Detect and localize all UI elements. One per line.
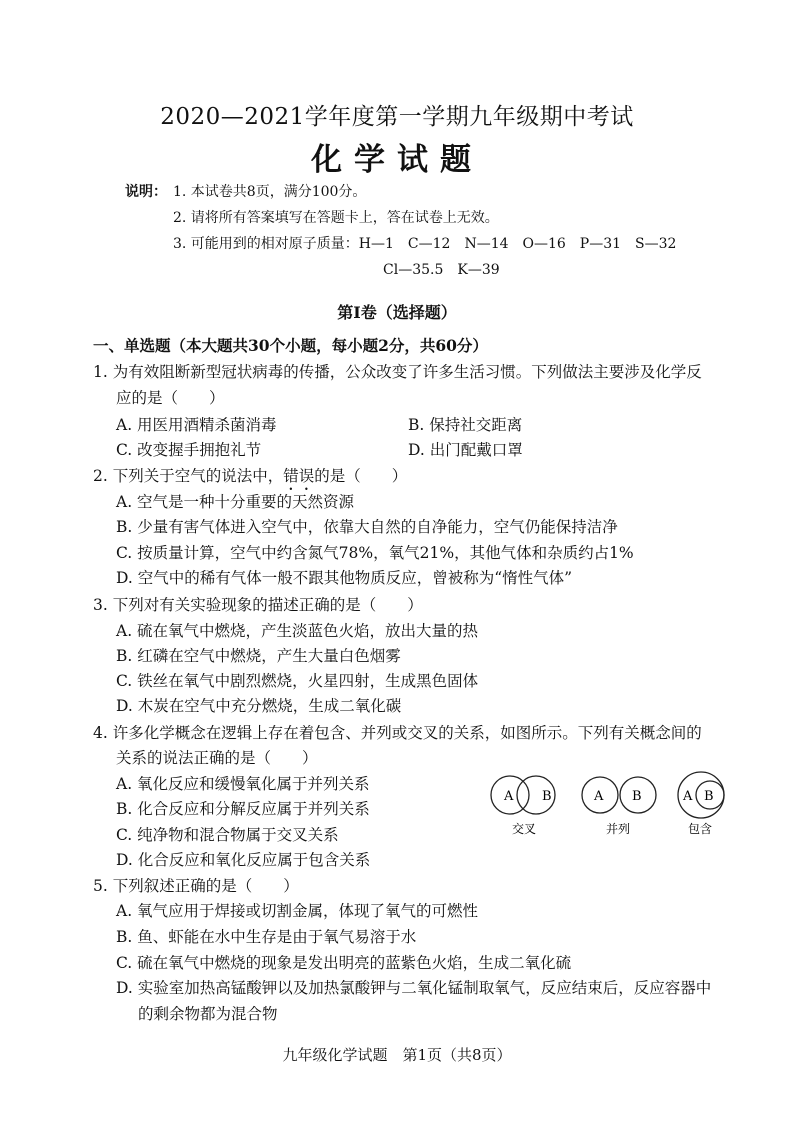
exam-title: 2020—2021学年度第一学期九年级期中考试 bbox=[160, 104, 634, 130]
option-d: D. 化合反应和氧化反应属于包含关系 bbox=[116, 851, 371, 869]
option-c: C. 铁丝在氧气中剧烈燃烧，火星四射，生成黑色固体 bbox=[116, 672, 479, 690]
question-stem: 应的是（ ） bbox=[116, 389, 225, 407]
note-item: 2. 请将所有答案填写在答题卡上，答在试卷上无效。 bbox=[173, 210, 499, 226]
parallel-diagram bbox=[582, 777, 656, 836]
option-b: B. 化合反应和分解反应属于并列关系 bbox=[116, 800, 370, 818]
option-d: D. 出门配戴口罩 bbox=[408, 441, 523, 459]
option-c: C. 改变握手拥抱礼节 bbox=[116, 441, 262, 459]
part-heading: 一、单选题（本大题共30个小题，每小题2分，共60分） bbox=[93, 336, 488, 355]
question-stem: 5. 下列叙述正确的是（ ） bbox=[93, 877, 299, 895]
question-stem: 3. 下列对有关实验现象的描述正确的是（ ） bbox=[93, 596, 423, 614]
section-title: 第Ⅰ卷（选择题） bbox=[337, 303, 457, 322]
stem-suffix: 的是（ ） bbox=[314, 467, 408, 485]
subject-title: 化学试题 bbox=[311, 142, 483, 178]
option-b: B. 保持社交距离 bbox=[408, 416, 523, 434]
note-item: Cl—35.5 K—39 bbox=[383, 262, 500, 278]
option-a: A. 空气是一种十分重要的天然资源 bbox=[116, 493, 355, 511]
option-c: C. 纯净物和混合物属于交叉关系 bbox=[116, 826, 339, 844]
option-b: B. 红磷在空气中燃烧，产生大量白色烟雾 bbox=[116, 647, 401, 665]
note-item: 1. 本试卷共8页，满分100分。 bbox=[173, 184, 367, 200]
contain-diagram bbox=[678, 772, 724, 836]
option-a: A. 硫在氧气中燃烧，产生淡蓝色火焰，放出大量的热 bbox=[116, 622, 479, 640]
circle-b-label: B bbox=[542, 789, 552, 804]
option-d: D. 木炭在空气中充分燃烧，生成二氧化碳 bbox=[116, 697, 402, 715]
option-d: D. 实验室加热高锰酸钾以及加热氯酸钾与二氧化锰制取氧气，反应结束后，反应容器中 bbox=[116, 979, 712, 997]
stem-prefix: 2. 下列关于空气的说法中， bbox=[93, 467, 284, 485]
question-stem: 关系的说法正确的是（ ） bbox=[116, 749, 318, 767]
relation-label: 包含 bbox=[688, 822, 713, 836]
note-item: 3. 可能用到的相对原子质量：H—1 C—12 N—14 O—16 P—31 S—32 bbox=[173, 236, 677, 252]
relation-label: 并列 bbox=[606, 822, 631, 836]
intersect-diagram bbox=[491, 776, 555, 836]
page-footer: 九年级化学试题 第1页（共8页） bbox=[282, 1046, 512, 1064]
circle-b-label: B bbox=[704, 789, 714, 804]
option-b: B. 鱼、虾能在水中生存是由于氧气易溶于水 bbox=[116, 928, 417, 946]
notes-label: 说明： bbox=[125, 184, 167, 200]
option-b: B. 少量有害气体进入空气中，依靠大自然的自净能力，空气仍能保持洁净 bbox=[116, 518, 618, 536]
option-d-continued: 的剩余物都为混合物 bbox=[138, 1005, 278, 1023]
relation-label: 交叉 bbox=[512, 822, 537, 836]
option-a: A. 氧气应用于焊接或切割金属，体现了氧气的可燃性 bbox=[116, 902, 479, 920]
question-stem: 1. 为有效阻断新型冠状病毒的传播，公众改变了许多生活习惯。下列做法主要涉及化学反 bbox=[93, 363, 702, 381]
option-d: D. 空气中的稀有气体一般不跟其他物质反应，曾被称为“惰性气体” bbox=[116, 569, 573, 587]
circle-a-label: A bbox=[683, 789, 693, 804]
circle-a-label: A bbox=[594, 789, 604, 804]
option-c: C. 按质量计算，空气中约含氮气78%，氧气21%，其他气体和杂质约占1% bbox=[116, 544, 634, 562]
circle-a-label: A bbox=[504, 789, 514, 804]
concept-relationship-diagram bbox=[490, 768, 740, 840]
option-c: C. 硫在氧气中燃烧的现象是发出明亮的蓝紫色火焰，生成二氧化硫 bbox=[116, 954, 572, 972]
emphasized-word: 错误 bbox=[283, 467, 315, 485]
circle-b-label: B bbox=[632, 789, 642, 804]
question-stem: 4. 许多化学概念在逻辑上存在着包含、并列或交叉的关系，如图所示。下列有关概念间的 bbox=[93, 724, 702, 742]
option-a: A. 用医用酒精杀菌消毒 bbox=[116, 416, 277, 434]
option-a: A. 氧化反应和缓慢氧化属于并列关系 bbox=[116, 775, 370, 793]
